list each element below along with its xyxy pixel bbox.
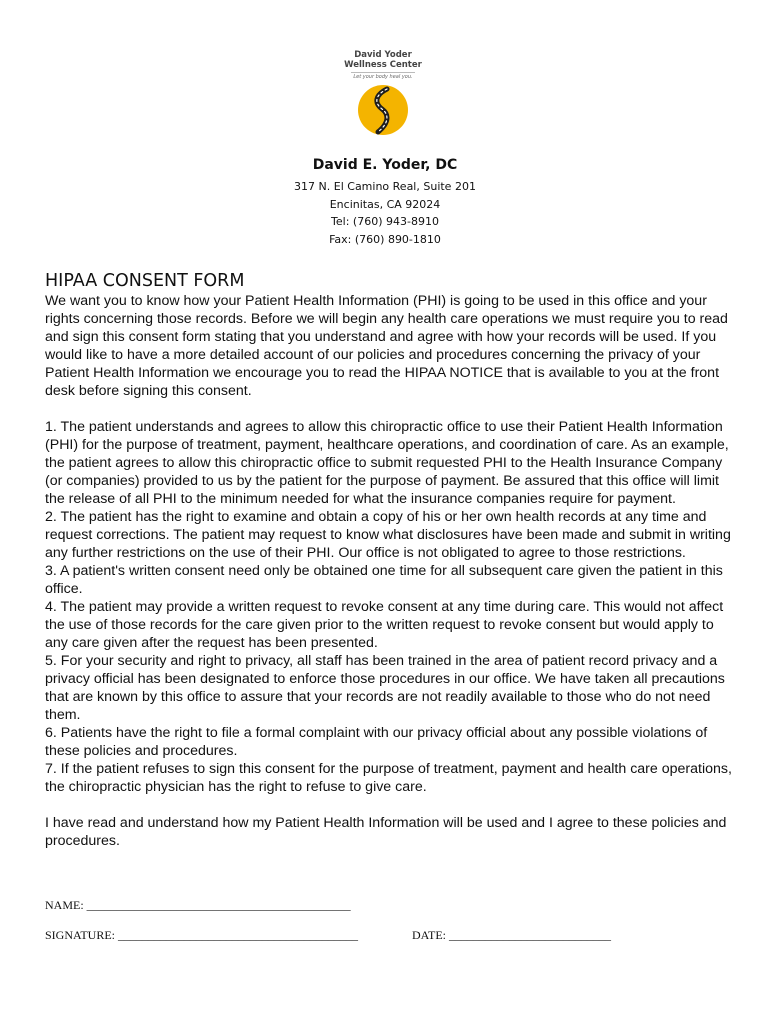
logo-name-line1: David Yoder [354,50,412,60]
paragraph-spacer [45,400,735,418]
logo-divider [351,72,415,73]
logo-name-line2: Wellness Center [344,60,422,70]
phone-line: Tel: (760) 943-8910 [331,215,439,228]
consent-item-7: 7. If the patient refuses to sign this consent for the purpose of treatment, payment and health care operations, the chiropractic physician has the right to refuse to give care. [45,761,732,795]
consent-item-2: 2. The patient has the right to examine and obtain a copy of his or her own health records at any time and request corrections. The patient may request to know what disclosures have been made and submit in writing any further restrictions on the use of their PHI. Our office is not obligated to agree to those restrictions. [45,509,731,561]
date-field[interactable]: DATE: ___________________________ [412,928,611,942]
logo-tagline: Let your body heal you. [353,74,413,80]
consent-item-5: 5. For your security and right to privacy, all staff has been trained in the area of patient record privacy and a privacy official has been designated to enforce those procedures in our office. We have taken all precautions that are known by this office to assure that your records are not readily available to those who do not need them. [45,653,725,723]
consent-body [45,292,735,850]
city-line: Encinitas, CA 92024 [329,197,441,211]
clinic-header [0,155,770,248]
consent-item-6: 6. Patients have the right to file a formal complaint with our privacy official about any possible violations of these policies and procedures. [45,725,708,759]
name-field[interactable]: NAME: ____________________________________________ [45,898,351,912]
acknowledgement-paragraph: I have read and understand how my Patient Health Information will be used and I agree to these policies and procedures. [45,815,727,849]
doctor-name: David E. Yoder, DC [312,157,458,173]
intro-paragraph: We want you to know how your Patient Health Information (PHI) is going to be used in this office and your rights concerning those records. Before we will begin any health care operations we must require you to read and sign this consent form stating that you understand and agree with how your records will be used. If you would like to have a more detailed account of our policies and procedures concerning the privacy of your Patient Health Information we encourage you to read the HIPAA NOTICE that is available to you at the front desk before signing this consent. [45,293,728,399]
consent-item-3: 3. A patient's written consent need only be obtained one time for all subsequent care given the patient in this office. [45,563,723,597]
signature-field[interactable]: SIGNATURE: ________________________________________ [45,928,359,942]
paragraph-spacer [45,796,735,814]
consent-item-1: 1. The patient understands and agrees to allow this chiropractic office to use their Patient Health Information (PHI) for the purpose of treatment, payment, healthcare operations, and coordination of care. As an example, the patient agrees to allow this chiropractic office to submit requested PHI to the Health Insurance Company (or companies) provided to us by the patient for the purpose of payment. Be assured that this office will limit the release of all PHI to the minimum needed for what the insurance companies require for payment. [45,419,729,507]
clinic-logo [343,50,423,136]
form-title: HIPAA CONSENT FORM [45,271,245,291]
fax-line: Fax: (760) 890-1810 [329,232,441,246]
consent-item-4: 4. The patient may provide a written request to revoke consent at any time during care. This would not affect the use of those records for the care given prior to the written request to revoke consent but would apply to any care given after the request has been presented. [45,599,724,651]
address-line: 317 N. El Camino Real, Suite 201 [294,180,476,193]
spine-logo-icon [357,84,409,136]
